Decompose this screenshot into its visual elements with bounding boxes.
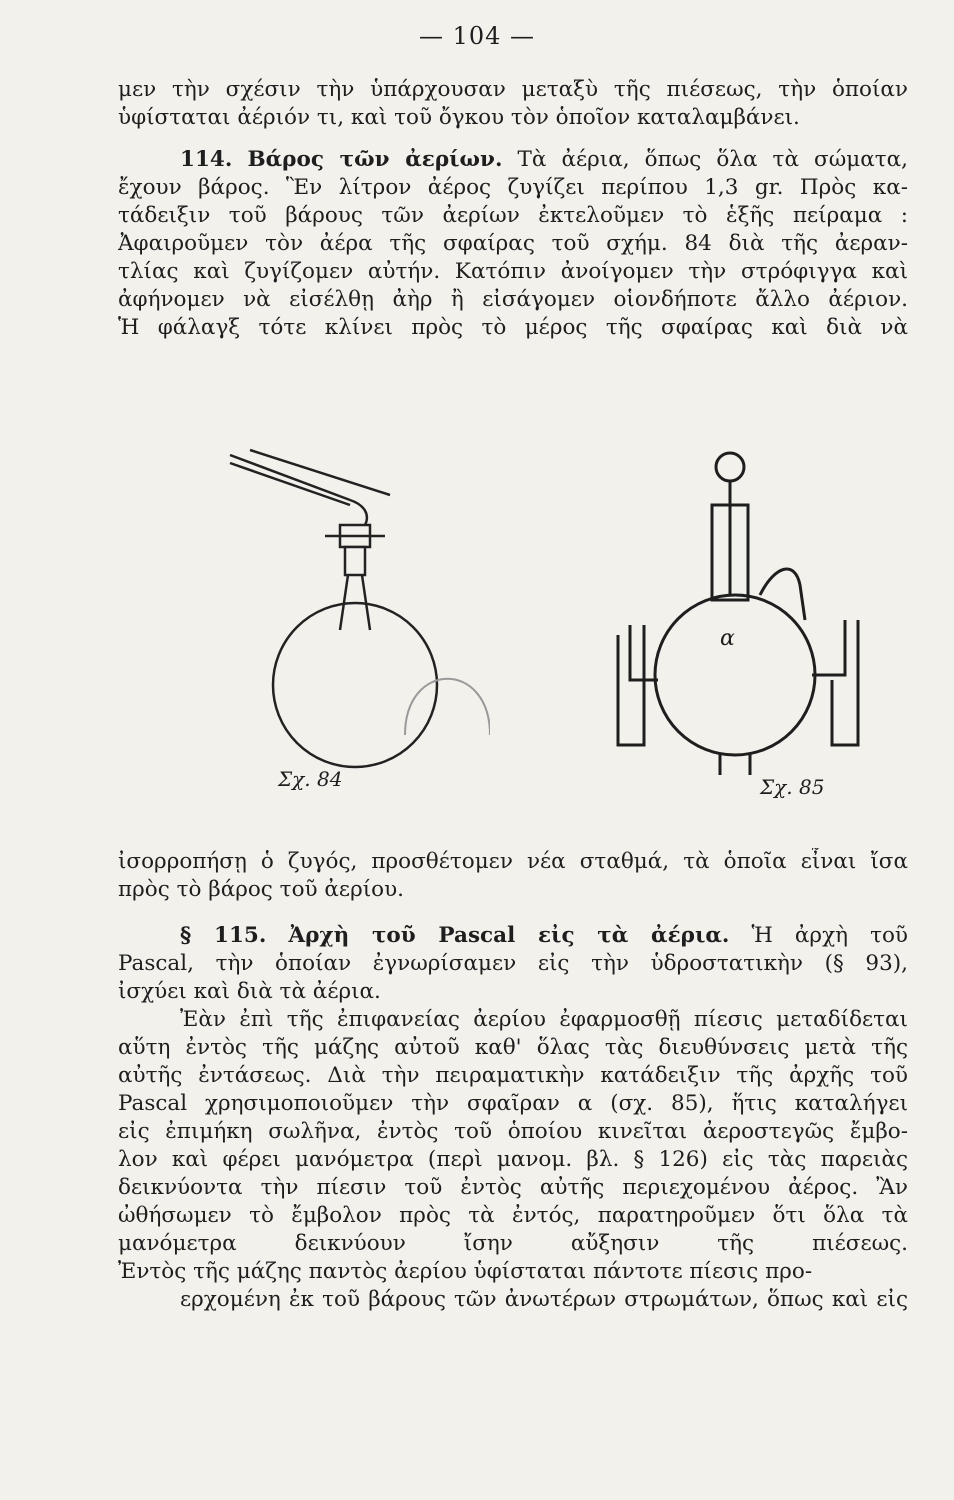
section-115-heading-line	[118, 922, 908, 950]
text-line: Pascal, τὴν ὁποίαν ἐγνωρίσαμεν εἰς τὴν ὑδροστατικὴν (§ 93),	[118, 951, 908, 976]
top-paragraph	[118, 76, 908, 132]
text-line: Pascal χρησιμοποιοῦμεν τὴν σφαῖραν α (σχ. 85), ἥτις καταλήγει	[118, 1091, 908, 1116]
section-114	[118, 146, 908, 342]
page-number: — 104 —	[418, 22, 536, 50]
fig-85-label: Σχ. 85	[760, 775, 825, 799]
text-line: ἀφήνομεν νὰ εἰσέλθῃ ἀὴρ ἢ εἰσάγομεν οἱονδήποτε ἄλλο ἀέριον.	[118, 287, 908, 312]
text-line: ἰσορροπήσῃ ὁ ζυγός, προσθέτομεν νέα σταθμά, τὰ ὁποῖα εἶναι ἴσα	[118, 849, 908, 874]
section-first-line: Τὰ ἀέρια, ὅπως ὅλα τὰ σώματα,	[517, 147, 908, 172]
text-line: ἰσχύει καὶ διὰ τὰ ἀέρια.	[118, 979, 381, 1004]
section-115	[118, 922, 908, 1342]
figures-area	[180, 445, 920, 840]
text-line: αὐτῆς ἐντάσεως. Διὰ τὴν πειραματικὴν κατάδειξιν τῆς ἀρχῆς τοῦ	[118, 1063, 908, 1088]
text-line: ὑφίσταται ἀέριόν τι, καὶ τοῦ ὄγκου τὸν ὁποῖον καταλαμβάνει.	[118, 105, 800, 130]
section-title: Ἀρχὴ τοῦ Pascal εἰς τὰ ἀέρια.	[288, 923, 730, 948]
after-figures-paragraph	[118, 848, 908, 904]
fig-84-label: Σχ. 84	[278, 767, 343, 791]
fig-84-sphere-illustration	[190, 445, 490, 785]
section-first-line: Ἡ ἀρχὴ τοῦ	[751, 923, 908, 948]
text-line: Ἀφαιροῦμεν τὸν ἀέρα τῆς σφαίρας τοῦ σχήμ. 84 διὰ τῆς ἀεραν-	[118, 231, 908, 256]
text-line: Ἡ φάλαγξ τότε κλίνει πρὸς τὸ μέρος τῆς σφαίρας καὶ διὰ νὰ	[118, 315, 908, 340]
section-number: 114.	[180, 147, 233, 172]
section-number: § 115.	[180, 923, 267, 948]
text-line: Ἐὰν ἐπὶ τῆς ἐπιφανείας ἀερίου ἐφαρμοσθῇ πίεσις μεταδίδεται	[180, 1007, 908, 1032]
text-line: τλίας καὶ ζυγίζομεν αὐτήν. Κατόπιν ἀνοίγομεν τὴν στρόφιγγα καὶ	[118, 259, 908, 284]
text-line: τάδειξιν τοῦ βάρους τῶν ἀερίων ἐκτελοῦμεν τὸ ἑξῆς πείραμα :	[118, 203, 908, 228]
text-line: αὕτη ἐντὸς τῆς μάζης αὐτοῦ καθ' ὅλας τὰς διευθύνσεις μετὰ τῆς	[118, 1035, 908, 1060]
fig-85-pascal-apparatus	[600, 445, 900, 775]
text-line: ὠθήσωμεν τὸ ἔμβολον πρὸς τὰ ἐντός, παρατηροῦμεν ὅτι ὅλα τὰ	[118, 1203, 908, 1228]
text-line: ερχομένη ἐκ τοῦ βάρους τῶν ἀνωτέρων στρωμάτων, ὅπως καὶ εἰς	[180, 1287, 908, 1312]
text-line: λον καὶ φέρει μανόμετρα (περὶ μανομ. βλ. § 126) εἰς τὰς παρειὰς	[118, 1147, 908, 1172]
fig-85-alpha-letter: α	[720, 626, 735, 651]
section-title: Βάρος τῶν ἀερίων.	[247, 147, 503, 172]
text-line: ἔχουν βάρος. Ἓν λίτρον ἀέρος ζυγίζει περίπου 1,3 gr. Πρὸς κα-	[118, 175, 908, 200]
text-line: δεικνύοντα τὴν πίεσιν τοῦ ἐντὸς αὐτῆς περιεχομένου ἀέρος. Ἂν	[118, 1175, 908, 1200]
text-line: πρὸς τὸ βάρος τοῦ ἀερίου.	[118, 877, 404, 902]
text-line: μεν τὴν σχέσιν τὴν ὑπάρχουσαν μεταξὺ τῆς πιέσεως, τὴν ὁποίαν	[118, 77, 908, 102]
section-114-heading-line	[118, 146, 908, 174]
text-line	[118, 1314, 908, 1342]
text-line: μανόμετρα δεικνύουν ἴσην αὔξησιν τῆς πιέσεως.	[118, 1231, 908, 1256]
text-line: εἰς ἐπιμήκη σωλῆνα, ἐντὸς τοῦ ὁποίου κινεῖται ἀεροστεγῶς ἔμβο-	[118, 1119, 908, 1144]
text-line: Ἐντὸς τῆς μάζης παντὸς ἀερίου ὑφίσταται πάντοτε πίεσις προ-	[118, 1259, 813, 1284]
